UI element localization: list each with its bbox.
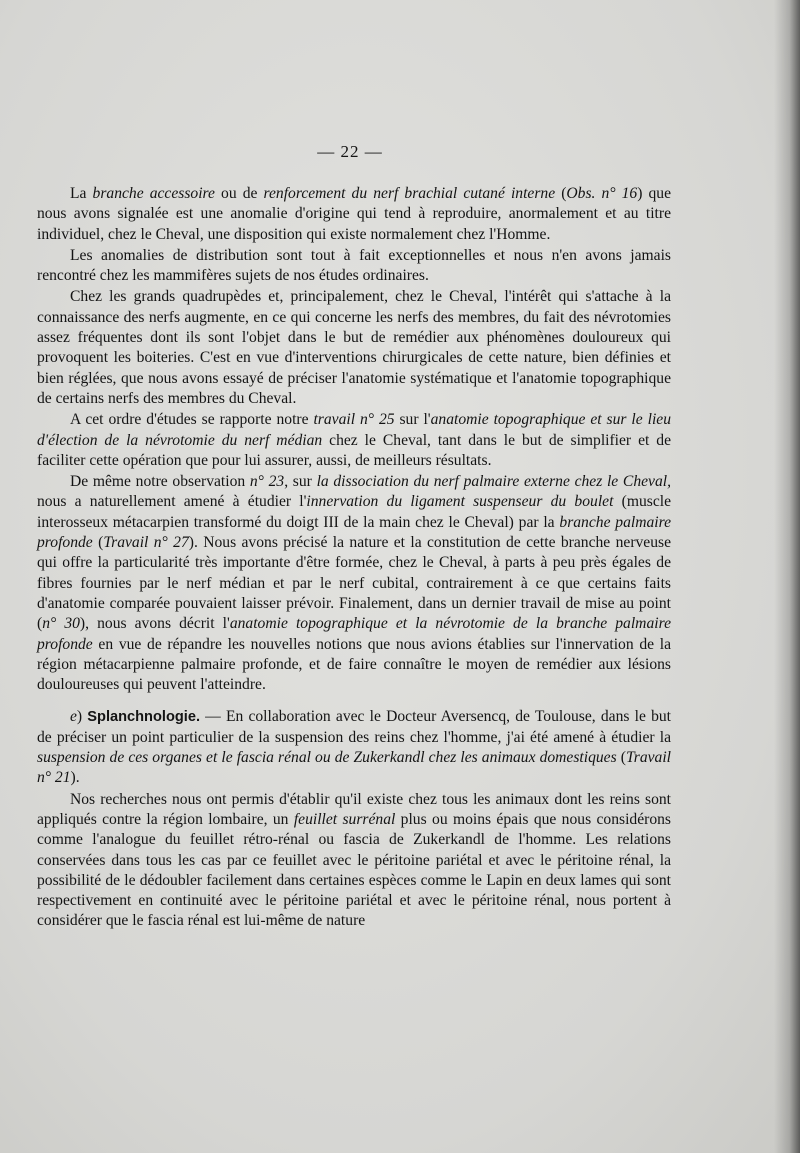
paragraph <box>37 287 671 409</box>
text-run: La <box>70 185 93 202</box>
text-run: ) <box>76 708 88 726</box>
section-heading: Splanchnologie. <box>87 709 200 726</box>
paragraph <box>37 184 671 245</box>
text-run: , sur <box>284 473 317 491</box>
paragraph <box>37 790 671 932</box>
text-run: De même notre observation <box>70 473 250 491</box>
paragraph <box>37 472 671 695</box>
paragraph <box>37 410 671 471</box>
italic-text: innervation du ligament suspenseur du boulet <box>306 493 614 511</box>
italic-text: feuillet surrénal <box>293 810 396 828</box>
text-run: Chez les grands quadrupèdes et, principalement, chez le Cheval, l'intérêt qui s'attache à la connaissance des nerfs augmente, en ce qui concerne les nerfs des membres, du fait des névrotomies assez fréquentes dont ils sont l'objet dans le but de remédier aux phénomènes douloureux qui provoquent les boiteries. C'est en vue d'interventions chirurgicales de cette nature, bien définies et bien réglées, que nous avons essayé de préciser l'anatomie systématique et l'anatomie topographique de certains nerfs des membres du Cheval. <box>37 288 671 407</box>
text-run: ou de <box>214 185 264 202</box>
italic-text: la dissociation du nerf palmaire externe chez le Cheval, <box>316 473 671 491</box>
italic-text: Travail n° 21 <box>37 749 672 787</box>
text-run: chez le Cheval, tant dans le but de simplifier et de faciliter cette opération que pour lui assurer, aussi, de meilleurs résultats. <box>37 431 671 469</box>
italic-text: anatomie topographique et la névrotomie de la branche palmaire profonde <box>37 615 671 653</box>
text-run: Nos recherches nous ont permis d'établir qu'il existe chez tous les animaux dont les reins sont appliqués contre la région lombaire, un <box>37 790 671 828</box>
text-run: nous a naturellement amené à étudier l' <box>37 493 307 511</box>
text-run: (muscle interosseux métacarpien transformé du doigt III de la main chez le Cheval) par la <box>37 493 671 531</box>
italic-text: n° 30 <box>42 615 80 633</box>
page-number: — 22 — <box>317 142 383 161</box>
italic-text: Obs. n° 16 <box>566 185 638 202</box>
italic-text: travail n° 25 <box>313 411 395 429</box>
text-run: — En collaboration avec le Docteur Aversencq, de Toulouse, dans le but de préciser un point particulier de la suspension des reins chez l'homme, j'ai été amené à étudier la <box>37 708 671 746</box>
italic-text: n° 23 <box>249 473 285 491</box>
paragraph <box>37 246 671 287</box>
text-run: ). Nous avons précisé la nature et la constitution de cette branche nerveuse qui offre la particularité très importante d'être formée, chez le Cheval, à parts à peu près égales de fibres fournies par le nerf médian et par le nerf cubital, contrairement à ce que certains faits d'anatomie comparée pouvaient laisser prévoir. Finalement, dans un dernier travail de mise au point ( <box>37 534 672 633</box>
italic-text: branche palmaire profonde <box>37 513 671 552</box>
text-run: ( <box>555 185 567 202</box>
paragraph <box>37 707 671 788</box>
text-run: ). <box>70 769 80 787</box>
italic-text: branche accessoire <box>92 185 215 202</box>
italic-text: anatomie topographique et sur le lieu d'élection de la névrotomie du nerf médian <box>37 411 671 449</box>
text-run: ( <box>616 749 626 767</box>
italic-text: suspension de ces organes et le fascia rénal ou de Zukerkandl chez les animaux domestiques <box>37 749 617 767</box>
italic-text: e <box>70 708 77 726</box>
page-edge-shadow <box>774 0 800 1153</box>
text-run: Les anomalies de distribution sont tout à fait exceptionnelles et nous n'en avons jamais rencontré chez les mammifères sujets de nos études ordinaires. <box>37 246 671 285</box>
text-run: plus ou moins épais que nous considérons comme l'analogue du feuillet rétro-rénal ou fascia de Zukerkandl de l'homme. Les relations conservées dans tous les cas par ce feuillet avec le péritoine pariétal et avec le péritoine rénal, la possibilité de le dédoubler facilement dans certaines espèces comme le Lapin en deux lames qui sont respectivement en continuité avec le péritoine pariétal et avec le péritoine rénal, nous portent à considérer que le fascia rénal est lui-même de nature <box>37 810 671 930</box>
text-run: en vue de répandre les nouvelles notions que nous avions établies sur l'innervation de la région métacarpienne palmaire profonde, et de faire connaître le moyen de remédier aux lésions douloureuses qui peuvent l'atteindre. <box>37 635 671 694</box>
text-run: A cet ordre d'études se rapporte notre <box>70 411 314 429</box>
text-run: ( <box>92 534 104 552</box>
text-run: ) que nous avons signalée est une anomalie d'origine qui tend à reproduire, anormalement et au titre individuel, chez le Cheval, une disposition qui existe normalement chez l'Homme. <box>37 185 672 243</box>
italic-text: renforcement du nerf brachial cutané interne <box>263 185 556 202</box>
text-run: ), nous avons décrit l' <box>79 615 230 633</box>
text-run: sur l' <box>394 411 431 429</box>
italic-text: Travail n° 27 <box>103 534 189 552</box>
body-text <box>37 184 671 932</box>
